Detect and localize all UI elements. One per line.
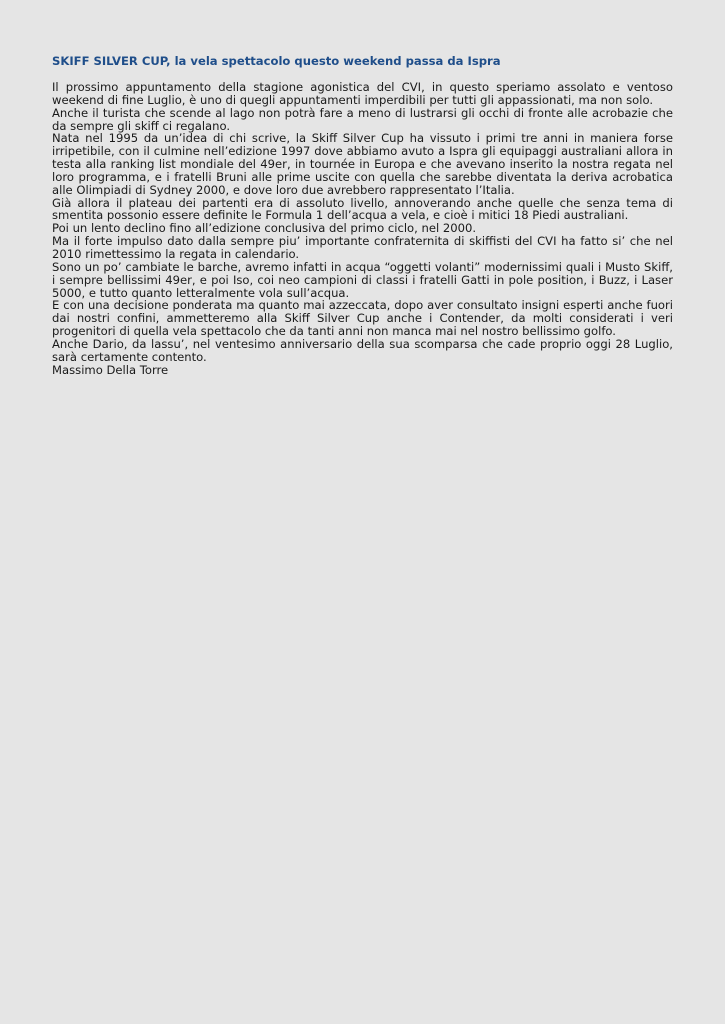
article-title: SKIFF SILVER CUP, la vela spettacolo questo weekend passa da Ispra: [52, 54, 501, 68]
paragraph: Nata nel 1995 da un’idea di chi scrive, la Skiff Silver Cup ha vissuto i primi tre anni in maniera forse irripetibile, con il culmine nell’edizione 1997 dove abbiamo avuto a Ispra gli equipaggi australiani allora in testa alla ranking list mondiale del 49er, in tournée in Europa e che avevano inserito la nostra regata nel loro programma, e i fratelli Bruni alle prime uscite con quella che sarebbe diventata la deriva acrobatica alle Olimpiadi di Sydney 2000, e dove loro due avrebbero rappresentato l’Italia.: [52, 131, 673, 197]
paragraph: Poi un lento declino fino all’edizione conclusiva del primo ciclo, nel 2000.: [52, 221, 477, 236]
paragraph: Ma il forte impulso dato dalla sempre piu’ importante confraternita di skiffisti del CVI ha fatto si’ che nel 2010 rimettessimo la regata in calendario.: [52, 234, 673, 261]
paragraph: Il prossimo appuntamento della stagione agonistica del CVI, in questo speriamo assolato e ventoso weekend di fine Luglio, è uno di quegli appuntamenti imperdibili per tutti gli appassionati, ma non solo.: [52, 80, 673, 107]
article-body: [52, 81, 673, 376]
author-signature: Massimo Della Torre: [52, 362, 169, 377]
paragraph: Anche il turista che scende al lago non potrà fare a meno di lustrarsi gli occhi di fronte alle acrobazie che da sempre gli skiff ci regalano.: [52, 105, 673, 133]
paragraph: E con una decisione ponderata ma quanto mai azzeccata, dopo aver consultato insigni esperti anche fuori dai nostri confini, ammetteremo alla Skiff Silver Cup anche i Contender, da molti considerati i veri progenitori di quella vela spettacolo che da tanti anni non manca mai nel nostro bellissimo golfo.: [52, 298, 673, 339]
paragraph: Anche Dario, da lassu’, nel ventesimo anniversario della sua scomparsa che cade proprio oggi 28 Luglio, sarà certamente contento.: [52, 336, 673, 364]
paragraph: Già allora il plateau dei partenti era di assoluto livello, annoverando anche quelle che senza tema di smentita possonio essere definite le Formula 1 dell’acqua a vela, e cioè i mitici 18 Piedi australiani.: [52, 195, 673, 223]
document-page: [52, 53, 673, 376]
paragraph: Sono un po’ cambiate le barche, avremo infatti in acqua “oggetti volanti” modernissimi quali i Musto Skiff, i sempre bellissimi 49er, e poi Iso, coi neo campioni di classi i fratelli Gatti in pole position, i Buzz, i Laser 5000, e tutto quanto letteralmente vola sull’acqua.: [52, 259, 673, 300]
